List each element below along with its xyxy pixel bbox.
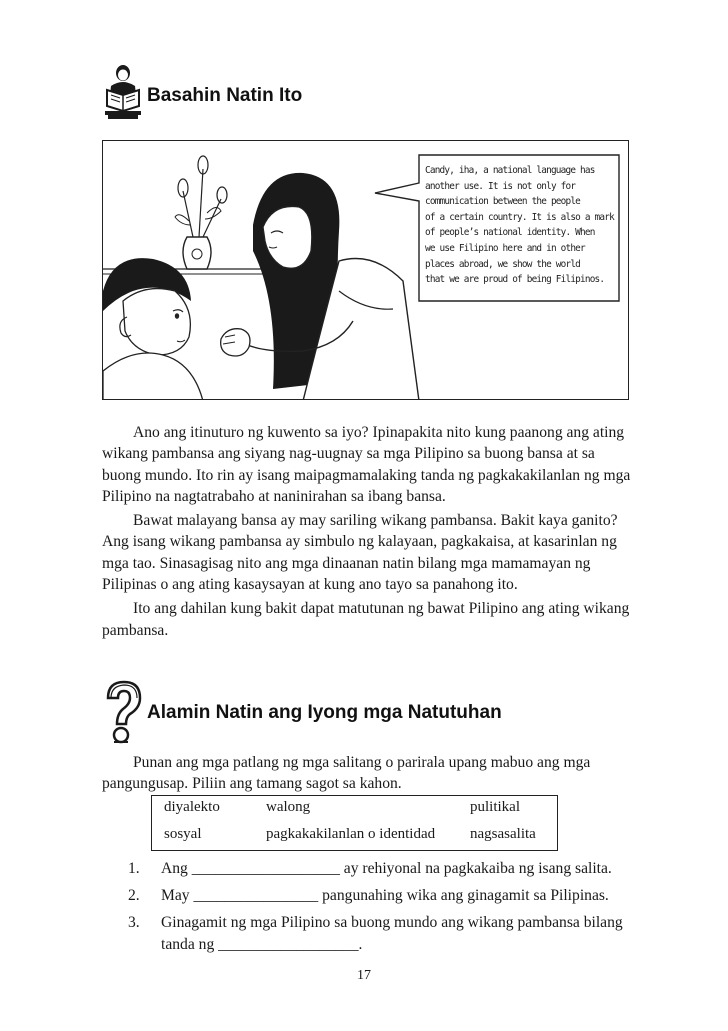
- choice-word: walong: [266, 799, 311, 815]
- paragraph: Ano ang itinuturo ng kuwento sa iyo? Ipinapakita nito kung paanong ang ating wikang pambansa ang siyang nag-uugnay sa mga Pilipino sa buong bansa at sa buong mundo. Ito rin ay isang maipagmamalaking tanda ng pagkakakilanlan ng mga Pilipino na nagtatrabaho at naninirahan sa ibang bansa.: [102, 424, 631, 505]
- bubble-line: places abroad, we show the world: [425, 258, 581, 270]
- choice-word: sosyal: [164, 826, 202, 842]
- item-text: Ginagamit ng mga Pilipino sa buong mundo ang wikang pambansa bilang tanda ng __________________.: [161, 914, 623, 953]
- paragraph: Ito ang dahilan kung bakit dapat matutunan ng bawat Pilipino ang ating wikang pambansa.: [102, 600, 630, 639]
- bubble-line: we use Filipino here and in other: [425, 242, 585, 254]
- bubble-line: of a certain country. It is also a mark: [425, 211, 614, 223]
- speech-bubble-text: [425, 163, 623, 288]
- bubble-line: communication between the people: [425, 196, 581, 208]
- comic-illustration: [102, 140, 629, 400]
- bubble-line: of people’s national identity. When: [425, 227, 595, 239]
- bubble-line: Candy, iha, a national language has: [425, 165, 595, 176]
- instructions-text: Punan ang mga patlang ng mga salitang o parirala upang mabuo ang mga pangungusap. Piliin ang tamang sagot sa kahon.: [102, 754, 591, 793]
- word-choices-box: [151, 795, 558, 851]
- choice-word: pagkakakilanlan o identidad: [266, 826, 436, 842]
- bubble-line: that we are proud of being Filipinos.: [425, 274, 605, 286]
- reading-text: [102, 422, 632, 644]
- choice-word: nagsasalita: [470, 826, 536, 842]
- fill-in-items: [128, 858, 648, 961]
- bubble-line: another use. It is not only for: [425, 180, 576, 192]
- item-text: May ________________ pangunahing wika ang ginagamit sa Pilipinas.: [161, 887, 609, 904]
- instructions: [102, 752, 632, 798]
- item-number: 3.: [128, 914, 140, 931]
- reading-person-icon: [103, 64, 143, 120]
- question-mark-icon: [104, 680, 142, 746]
- choice-word: diyalekto: [164, 799, 220, 815]
- section-title-alamin: Alamin Natin ang Iyong mga Natutuhan: [147, 702, 502, 723]
- paragraph: Bawat malayang bansa ay may sariling wikang pambansa. Bakit kaya ganito? Ang isang wikang pambansa ay simbulo ng kalayaan, pagkakaisa, at kasarinlan ng mga tao. Sinasagisag nito ang mga dinaanan natin bilang mga mamamayan ng Pilipinas o ang ating kasaysayan at kung ano tayo sa panahong ito.: [102, 512, 618, 594]
- list-item: [128, 885, 648, 907]
- page-number: 17: [357, 968, 371, 983]
- item-number: 1.: [128, 860, 140, 877]
- list-item: [128, 912, 648, 956]
- item-text: Ang ___________________ ay rehiyonal na pagkakaiba ng isang salita.: [161, 860, 612, 877]
- choice-word: pulitikal: [470, 799, 520, 815]
- list-item: [128, 858, 648, 880]
- section-title-basahin: Basahin Natin Ito: [147, 85, 303, 106]
- item-number: 2.: [128, 887, 140, 904]
